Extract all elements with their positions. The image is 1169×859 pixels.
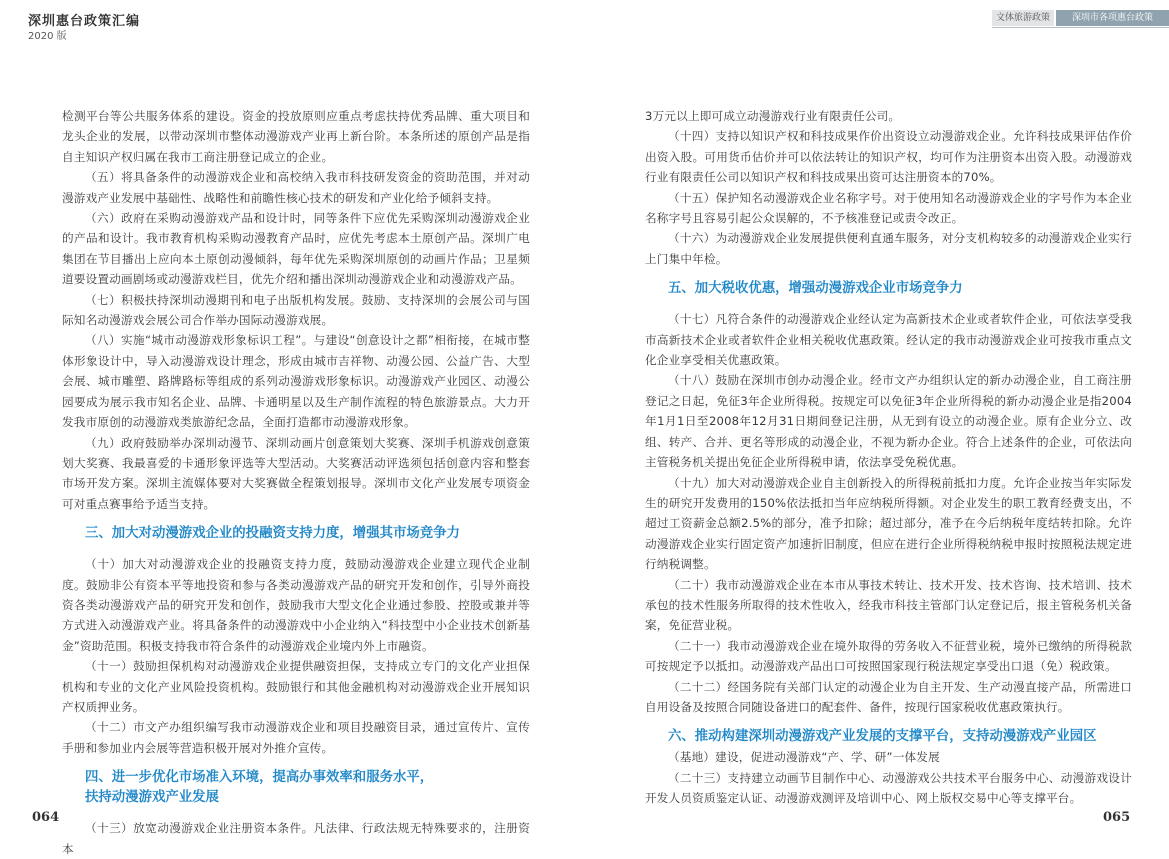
body-paragraph: 3万元以上即可成立动漫游戏行业有限责任公司。	[645, 109, 901, 123]
body-paragraph: （十七）凡符合条件的动漫游戏企业经认定为高新技术企业或者软件企业，可依法享受我市高新技术企业或者软件企业相关税收优惠政策。经认定的我市动漫游戏企业可按我市重点文化企业享受相关优惠政策。	[645, 312, 1132, 368]
body-paragraph: （十九）加大对动漫游戏企业自主创新投入的所得税前抵扣力度。允许企业按当年实际发生的研究开发费用的150%依法抵扣当年应纳税所得额。对企业发生的职工教育经费支出，不超过工资薪金总额2.5%的部分，准予扣除；超过部分，准予在今后纳税年度结转扣除。允许动漫游戏企业实行固定资产加速折旧制度，但应在进行企业所得税纳税申报时按照税法规定进行纳税调整。	[645, 475, 1132, 572]
section-heading: 扶持动漫游戏产业发展	[85, 790, 219, 806]
right-page-number: 065	[1103, 810, 1131, 825]
body-paragraph: （十三）放宽动漫游戏企业注册资本条件。凡法律、行政法规无特殊要求的，注册资本	[62, 821, 530, 856]
header-book-title: 深圳惠台政策汇编	[28, 14, 141, 29]
right-page-column	[645, 106, 1132, 809]
body-paragraph: （十四）支持以知识产权和科技成果作价出资设立动漫游戏企业。允许科技成果评估作价出资入股。可用货币估价并可以依法转让的知识产权，均可作为注册资本出资入股。动漫游戏行业有限责任公司以知识产权和科技成果出资可达注册资本的70%。	[645, 129, 1132, 185]
body-paragraph: （十五）保护知名动漫游戏企业名称字号。对于使用知名动漫游戏企业的字号作为本企业名称字号且容易引起公众误解的，不予核准登记或责令改正。	[645, 190, 1132, 226]
header-edition: 2020 版	[28, 31, 67, 42]
paragraph-gap	[62, 808, 530, 818]
body-paragraph: （二十一）我市动漫游戏企业在境外取得的劳务收入不征营业税，境外已缴纳的所得税款可按规定予以抵扣。动漫游戏产品出口可按照国家现行税法规定享受出口退（免）税政策。	[645, 638, 1132, 674]
left-page-number: 064	[32, 810, 60, 825]
header-category-tab: 文体旅游政策	[992, 10, 1054, 26]
body-paragraph: （五）将具备条件的动漫游戏企业和高校纳入我市科技研发资金的资助范围，并对动漫游戏产业发展中基础性、战略性和前瞻性核心技术的研发和产业化给予倾斜支持。	[62, 170, 530, 205]
header-divider	[992, 27, 1169, 28]
body-paragraph: （十二）市文产办组织编写我市动漫游戏企业和项目投融资目录，通过宣传片、宣传手册和参加业内会展等营造积极开展对外推介宣传。	[62, 720, 530, 755]
section-heading: 六、推动构建深圳动漫游戏产业发展的支撑平台，支持动漫游戏产业园区	[668, 729, 1097, 745]
left-page-column	[62, 106, 530, 859]
body-paragraph: （七）积极扶持深圳动漫期刊和电子出版机构发展。鼓励、支持深圳的会展公司与国际知名动漫游戏会展公司合作举办国际动漫游戏展。	[62, 292, 530, 328]
body-paragraph: （二十三）支持建立动画节目制作中心、动漫游戏公共技术平台服务中心、动漫游戏设计开发人员资质鉴定认证、动漫游戏测评及培训中心、网上版权交易中心等支撑平台。	[645, 770, 1132, 806]
section-heading: 三、加大对动漫游戏企业的投融资支持力度，增强其市场竞争力	[85, 526, 460, 542]
body-paragraph: （十）加大对动漫游戏企业的投融资支持力度，鼓励动漫游戏企业建立现代企业制度。鼓励非公有资本平等地投资和参与各类动漫游戏产品的研究开发和创作，引导外商投资各类动漫游戏产品的研究开发和创作，鼓励我市大型文化企业通过参股、控股或兼并等方式进入动漫游戏产业。将具备条件的动漫游戏中小企业纳入“科技型中小企业技术创新基金”资助范围。积极支持我市符合条件的动漫游戏企业境内外上市融资。	[62, 557, 530, 653]
body-paragraph: （十六）为动漫游戏企业发展提供便利直通车服务，对分支机构较多的动漫游戏企业实行上门集中年检。	[645, 231, 1132, 266]
paragraph-gap	[62, 544, 530, 554]
paragraph-gap	[62, 514, 530, 524]
paragraph-gap	[645, 269, 1132, 279]
body-paragraph: （六）政府在采购动漫游戏产品和设计时，同等条件下应优先采购深圳动漫游戏企业的产品和设计。我市教育机构采购动漫教育产品时，应优先考虑本土原创产品。深圳广电集团在节目播出上应向本土原创动漫倾斜，每年优先采购深圳原创的动画片作品；卫星频道要设置动画剧场或动漫游戏栏目，优先介绍和播出深圳动漫游戏企业和动漫游戏产品。	[62, 211, 530, 287]
body-paragraph: （基地）建设，促进动漫游戏“产、学、研”一体发展	[668, 750, 940, 765]
body-paragraph: （十一）鼓励担保机构对动漫游戏企业提供融资担保，支持成立专门的文化产业担保机构和专业的文化产业风险投资机构。鼓励银行和其他金融机构对动漫游戏企业开展知识产权质押业务。	[62, 659, 530, 714]
header-subcategory-tab: 深圳市各项惠台政策	[1056, 10, 1169, 26]
paragraph-gap	[645, 299, 1132, 309]
body-paragraph: （九）政府鼓励举办深圳动漫节、深圳动画片创意策划大奖赛、深圳手机游戏创意策划大奖赛、我最喜爱的卡通形象评选等大型活动。大奖赛活动评选须包括创意内容和整套市场开发方案。深圳主流媒体要对大奖赛做全程策划报导。深圳市文化产业发展专项资金可对重点赛事给予适当支持。	[62, 435, 530, 511]
body-paragraph: （十八）鼓励在深圳市创办动漫企业。经市文产办组织认定的新办动漫企业，自工商注册登记之日起，免征3年企业所得税。按规定可以免征3年企业所得税的新办动漫企业是指2004年1月1日至2008年12月31日期间登记注册，从无到有设立的动漫企业。原有企业分立、改组、转产、合并、更名等形成的动漫企业，不视为新办企业。符合上述条件的企业，可依法向主管税务机关提出免征企业所得税申请，依法享受免税优惠。	[645, 373, 1132, 470]
body-paragraph: （八）实施“城市动漫游戏形象标识工程”。与建设“创意设计之都”相衔接，在城市整体形象设计中，导入动漫游戏设计理念，形成由城市吉祥物、动漫公园、公益广告、大型会展、城市雕塑、路牌路标等组成的系列动漫游戏形象标识。动漫游戏产业园区、动漫公园要成为展示我市知名企业、品牌、卡通明星以及生产制作流程的特色旅游景点。大力开发我市原创的动漫游戏类旅游纪念品，全面打造都市动漫游戏形象。	[62, 333, 530, 430]
section-heading: 四、进一步优化市场准入环境，提高办事效率和服务水平，	[85, 770, 434, 786]
paragraph-gap	[62, 758, 530, 768]
body-paragraph: （二十二）经国务院有关部门认定的动漫企业为自主开发、生产动漫直接产品，所需进口自用设备及按照合同随设备进口的配套件、备件，按现行国家税收优惠政策执行。	[645, 679, 1132, 714]
body-paragraph: （二十）我市动漫游戏企业在本市从事技术转让、技术开发、技术咨询、技术培训、技术承包的技术性服务所取得的技术性收入，经我市科技主管部门认定登记后，报主管税务机关备案，免征营业税。	[645, 577, 1132, 633]
body-paragraph: 检测平台等公共服务体系的建设。资金的投放原则应重点考虑扶持优秀品牌、重大项目和龙头企业的发展，以带动深圳市整体动漫游戏产业再上新台阶。本条所述的原创产品是指自主知识产权归属在我市工商注册登记成立的企业。	[62, 109, 530, 164]
section-heading: 五、加大税收优惠，增强动漫游戏企业市场竞争力	[668, 281, 963, 297]
paragraph-gap	[645, 717, 1132, 727]
